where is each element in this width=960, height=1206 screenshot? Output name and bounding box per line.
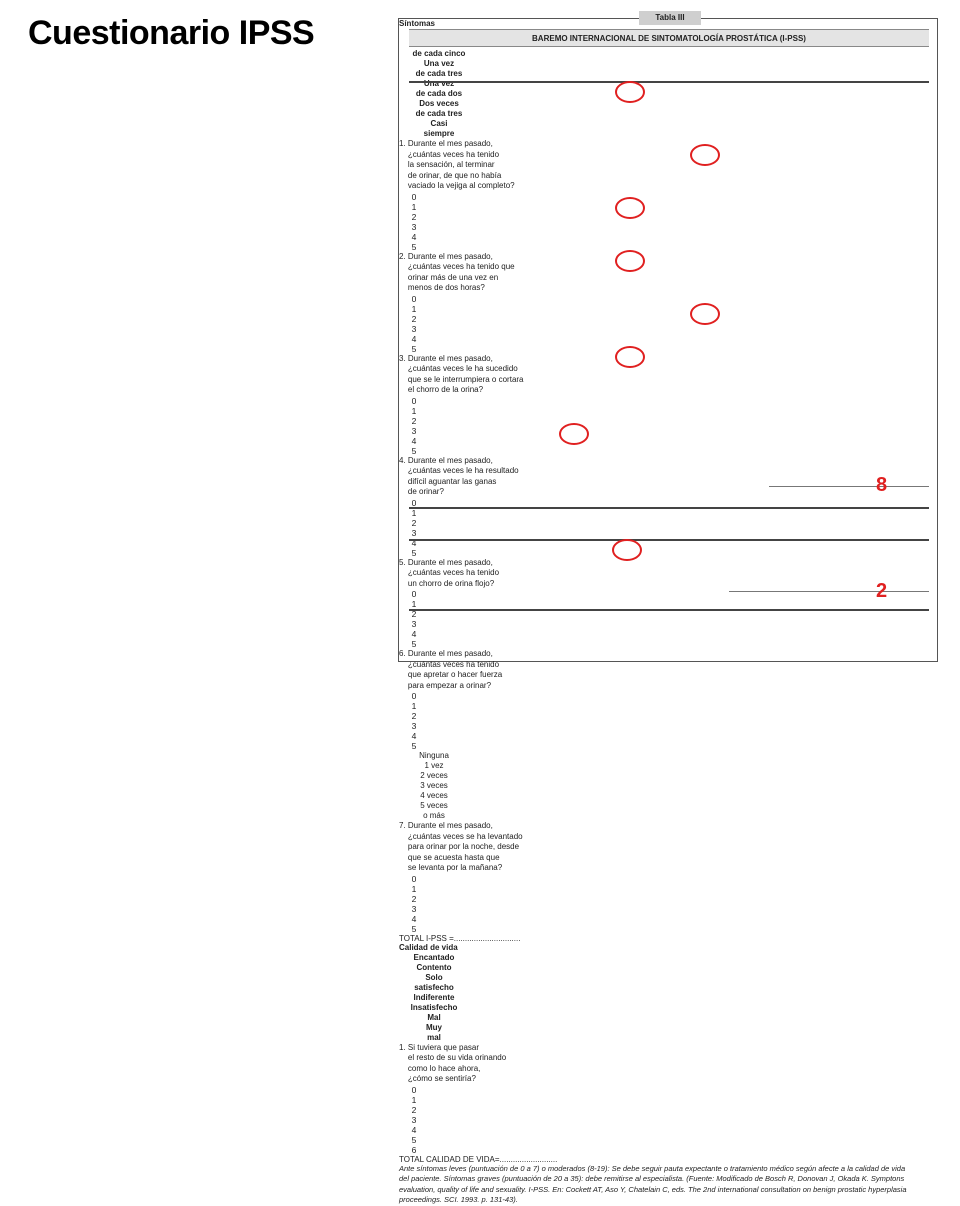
score-option: 1 <box>411 405 417 416</box>
score-option: 2 <box>411 893 417 904</box>
question-2-text: 2. Durante el mes pasado, ¿cuántas veces ha tenido que orinar más de una vez en menos de dos horas? <box>399 251 515 292</box>
score-option: 1 <box>411 507 417 518</box>
score-option: 3 <box>411 323 417 334</box>
frequency-label: 1 vez <box>424 761 444 770</box>
quality-of-life-question-text: 1. Si tuviera que pasar el resto de su vida orinando como lo hace ahora, ¿cómo se sentiría? <box>399 1042 507 1083</box>
score-option: 1 <box>411 1094 417 1105</box>
question-3-text: 3. Durante el mes pasado, ¿cuántas veces le ha sucedido que se le interrumpiera o cortara el chorro de la orina? <box>399 353 524 394</box>
score-option: 3 <box>411 527 417 538</box>
divider <box>729 591 929 592</box>
divider <box>409 81 929 83</box>
score-option: 0 <box>411 497 417 508</box>
score-option: 0 <box>411 691 417 701</box>
question-4-text: 4. Durante el mes pasado, ¿cuántas veces le ha resultado difícil aguantar las ganas de orinar? <box>399 455 519 496</box>
score-option: 5 <box>411 343 417 354</box>
frequency-label: Ninguna <box>419 751 449 760</box>
score-option: 2 <box>411 211 417 222</box>
score-option: 2 <box>411 711 417 721</box>
question-7-text: 7. Durante el mes pasado, ¿cuántas veces se ha levantado para orinar por la noche, desde que se acuesta hasta que se levanta por la mañana? <box>399 821 523 872</box>
score-option: 4 <box>411 629 417 639</box>
score-option: 1 <box>411 701 417 711</box>
selected-answer-circle <box>690 303 720 325</box>
question-6-text: 6. Durante el mes pasado, ¿cuántas veces ha tenido que apretar o hacer fuerza para empezar a orinar? <box>399 649 503 690</box>
score-option: 1 <box>411 303 417 314</box>
table-tag: Tabla III <box>639 11 701 25</box>
column-header: Mal <box>427 1012 441 1022</box>
score-option: 1 <box>411 201 417 212</box>
score-option: 4 <box>411 435 417 446</box>
score-option: 6 <box>411 1144 417 1155</box>
column-header: Indiferente <box>413 992 455 1002</box>
question-5-text: 5. Durante el mes pasado, ¿cuántas veces ha tenido un chorro de orina flojo? <box>399 557 500 588</box>
column-header: Una vez de cada dos <box>415 79 463 98</box>
score-option: 5 <box>411 923 417 934</box>
slide-title: Cuestionario IPSS <box>28 14 315 52</box>
selected-answer-circle <box>690 144 720 166</box>
score-option: 1 <box>411 883 417 894</box>
score-option: 2 <box>411 415 417 426</box>
selected-answer-circle <box>615 81 645 103</box>
frequency-label: 5 veces o más <box>420 801 448 820</box>
score-option: 0 <box>411 589 417 599</box>
score-option: 4 <box>411 537 417 548</box>
score-option: 5 <box>411 445 417 456</box>
score-option: 2 <box>411 1104 417 1115</box>
total-ipss-label: TOTAL I-PSS =.............................. <box>399 933 521 943</box>
column-header: Muy mal <box>426 1022 442 1042</box>
score-option: 2 <box>411 609 417 619</box>
selected-answer-circle <box>559 423 589 445</box>
score-option: 5 <box>411 1134 417 1145</box>
frequency-label: 2 veces <box>420 771 448 780</box>
score-option: 0 <box>411 1084 417 1095</box>
question-1-text: 1. Durante el mes pasado, ¿cuántas veces ha tenido la sensación, al terminar de orinar, de que no había vaciado la vejiga al completo? <box>399 139 515 190</box>
column-header: de cada cinco <box>412 49 466 58</box>
column-header: Casi siempre <box>423 119 455 138</box>
score-option: 2 <box>411 517 417 528</box>
score-option: 3 <box>411 425 417 436</box>
divider <box>409 507 929 509</box>
column-header: Una vez de cada tres <box>415 59 463 78</box>
selected-answer-circle <box>615 250 645 272</box>
score-option: 4 <box>411 731 417 741</box>
score-option: 4 <box>411 913 417 924</box>
score-option: 1 <box>411 599 417 609</box>
column-header: Insatisfecho <box>410 1002 458 1012</box>
score-option: 4 <box>411 333 417 344</box>
column-header: Solo satisfecho <box>414 972 454 992</box>
score-option: 0 <box>411 873 417 884</box>
selected-answer-circle <box>615 197 645 219</box>
score-option: 5 <box>411 241 417 252</box>
total-ipss-score: 8 <box>876 474 888 496</box>
frequency-label: 3 veces <box>420 781 448 790</box>
score-option: 2 <box>411 313 417 324</box>
score-option: 0 <box>411 395 417 406</box>
score-option: 3 <box>411 1114 417 1125</box>
column-header: Contento <box>416 962 452 972</box>
column-header: Dos veces de cada tres <box>415 99 463 118</box>
divider <box>409 539 929 541</box>
score-option: 5 <box>411 547 417 558</box>
table-header: BAREMO INTERNACIONAL DE SINTOMATOLOGÍA PROSTÁTICA (I-PSS) <box>409 29 929 47</box>
score-option: 3 <box>411 221 417 232</box>
score-option: 3 <box>411 619 417 629</box>
footnote: Ante síntomas leves (puntuación de 0 a 7) o moderados (8-19): Se debe seguir pauta expectante o tratamiento médico según afecte a la calidad de vida del paciente. Síntomas graves (puntuación de 20 a 35): debe remitirse al especialista. (Fuente: Modificado de Bosch R, Donovan J, Okada K. Symptons evaluation, quality of life and sexuality. I-PSS. En: Cockett AT, Aso Y, Chatelain C, eds. The 2nd international consultation on benign prostatic hyperplasia proceedings. SCI. 1993. p. 131-43). <box>399 1163 907 1204</box>
column-header-symptoms: Síntomas <box>399 19 436 28</box>
divider <box>769 486 929 487</box>
total-quality-of-life-label: TOTAL CALIDAD DE VIDA=.......................... <box>399 1154 558 1164</box>
ipss-document <box>398 13 938 1204</box>
score-option: 4 <box>411 231 417 242</box>
selected-answer-circle <box>612 539 642 561</box>
score-option: 3 <box>411 903 417 914</box>
column-header: Encantado <box>413 952 455 962</box>
score-option: 5 <box>411 741 417 751</box>
total-quality-of-life-score: 2 <box>876 580 888 602</box>
score-option: 5 <box>411 639 417 649</box>
score-option: 4 <box>411 1124 417 1135</box>
frequency-label: 4 veces <box>420 791 448 800</box>
score-option: 0 <box>411 293 417 304</box>
score-option: 3 <box>411 721 417 731</box>
divider <box>409 609 929 611</box>
column-header-quality-of-life: Calidad de vida <box>399 942 458 952</box>
score-option: 0 <box>411 191 417 202</box>
selected-answer-circle <box>615 346 645 368</box>
